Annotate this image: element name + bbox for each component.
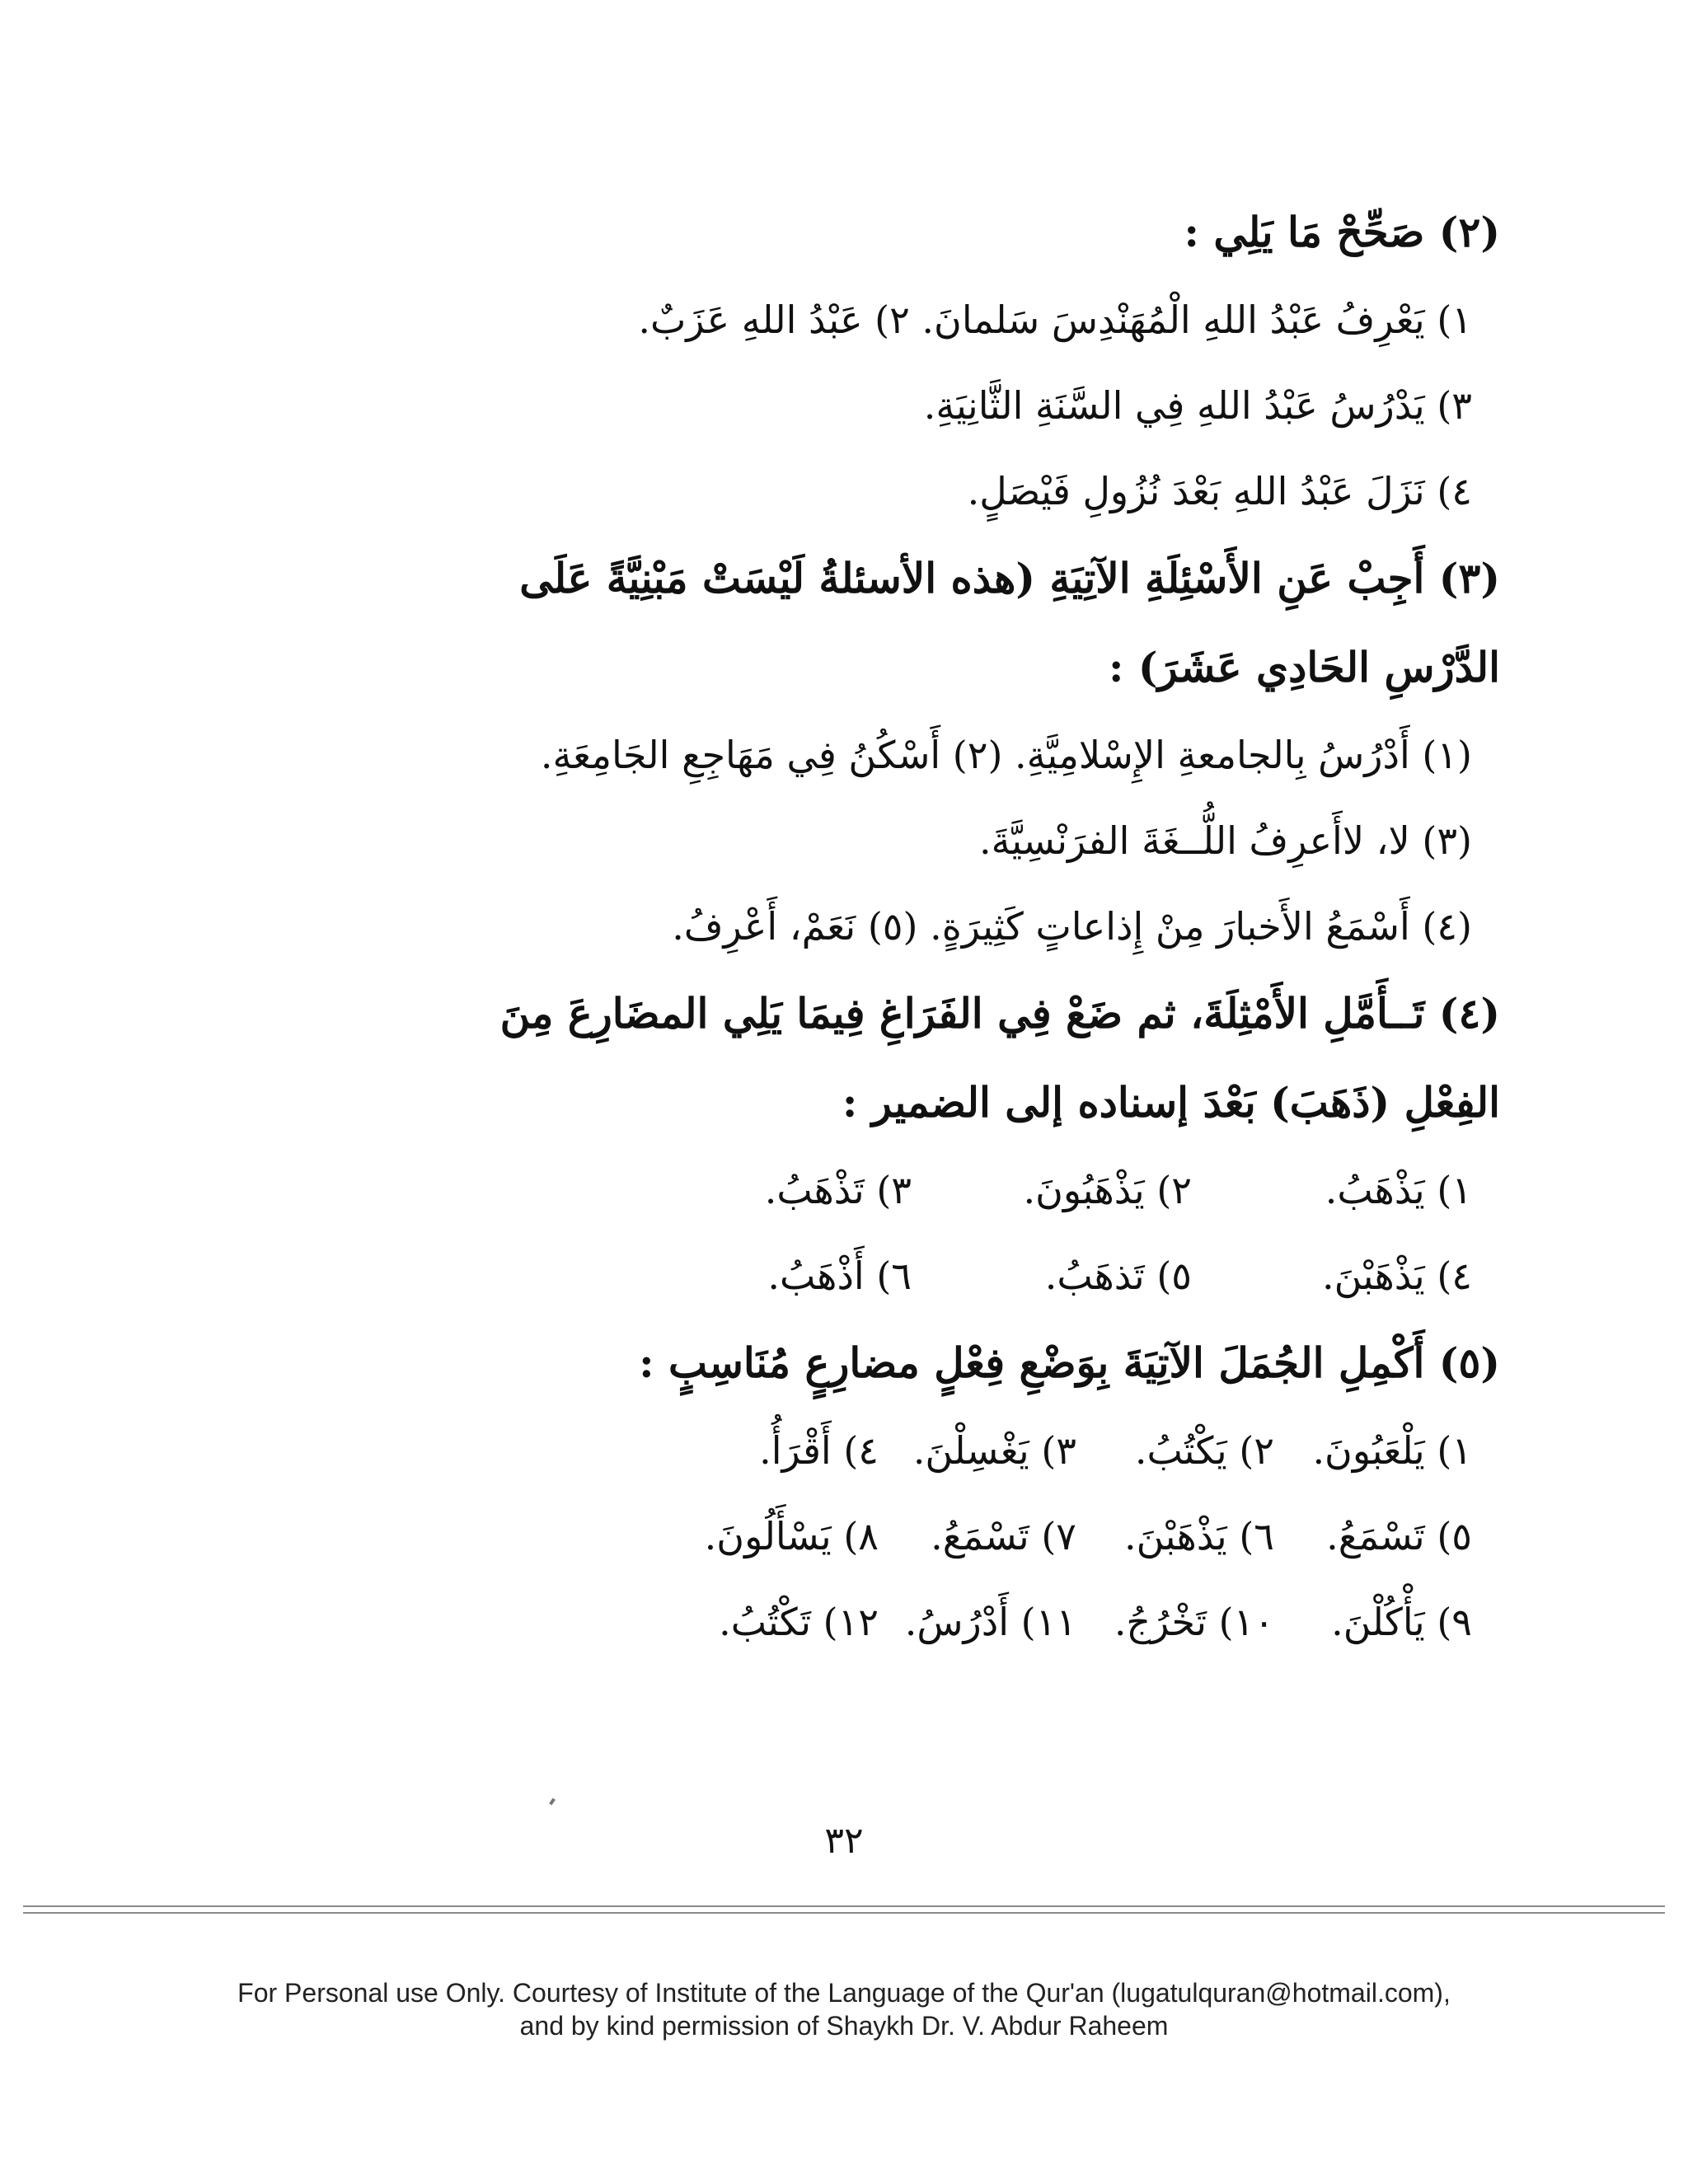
exercise-4-items (396, 1147, 1472, 1319)
exercise-5-item-1: ١) يَلْعَبُونَ. (1312, 1428, 1472, 1473)
footer-divider-bottom (23, 1912, 1665, 1914)
exercise-5-item-8: ٨) يَسْأَلُونَ. (704, 1514, 879, 1558)
exercise-5-item-2: ٢) يَكْتُبُ. (1134, 1428, 1274, 1473)
exercise-4 (396, 969, 1500, 1319)
footer-credit (0, 1976, 1688, 2042)
exercise-5-items (396, 1408, 1472, 1665)
exercise-4-title: (٤) تَــأَمَّلِ الأَمْثِلَةَ، ثم ضَعْ فِي الفَرَاغِ فِيمَا يَلِي المضَارِعَ مِنَ الفِعْلِ (ذَهَبَ) بَعْدَ إسناده إلى الضمير : (499, 989, 1500, 1127)
exercise-4-item-4: ٤) يَذْهَبْنَ. (1321, 1254, 1472, 1298)
exercise-2-line-1: ١) يَعْرِفُ عَبْدُ اللهِ الْمُهَنْدِسَ سَلمانَ. ٢) عَبْدُ اللهِ عَزَبٌ. (638, 298, 1472, 342)
exercise-5-item-5: ٥) تَسْمَعُ. (1326, 1514, 1472, 1558)
exercise-3-title: (٣) أَجِبْ عَنِ الأَسْئِلَةِ الآتِيَةِ (هذه الأسئلةُ لَيْسَتْ مَبْنِيَّةً عَلَى الدَّرْسِ الحَادِي عَشَرَ) : (519, 554, 1500, 691)
exercise-2-line-2: ٣) يَدْرُسُ عَبْدُ اللهِ فِي السَّنَةِ الثَّانِيَةِ. (923, 383, 1472, 428)
exercise-4-item-6: ٦) أَذْهَبُ. (767, 1254, 912, 1298)
exercise-5-item-12: ١٢) تَكْتُبُ. (719, 1600, 879, 1644)
exercise-4-item-1: ١) يَذْهَبُ. (1325, 1168, 1472, 1212)
footer-divider-top (23, 1905, 1665, 1907)
exercise-5-item-10: ١٠) تَخْرُجُ. (1114, 1600, 1274, 1644)
exercise-5-item-4: ٤) أَقْرَأُ. (759, 1428, 879, 1473)
exercise-4-item-5: ٥) تَذهَبُ. (1044, 1254, 1192, 1298)
exercise-2-line-3: ٤) نَزَلَ عَبْدُ اللهِ بَعْدَ نُزُولِ فَيْصَلٍ. (967, 469, 1472, 513)
footer-line-1: For Personal use Only. Courtesy of Institute of the Language of the Qur'an (lugatulquran@hotmail.com), (237, 1978, 1451, 2008)
exercise-5-item-11: ١١) أَدْرُسُ. (904, 1600, 1076, 1644)
exercise-5 (396, 1319, 1500, 1665)
exercise-3-line-1: (١) أَدْرُسُ بِالجامعةِ الإِسْلامِيَّةِ. (٢) أَسْكُنُ فِي مَهَاجِعِ الجَامِعَةِ. (540, 733, 1472, 777)
exercise-5-item-6: ٦) يَذْهَبْنَ. (1123, 1514, 1274, 1558)
exercise-3-line-2: (٣) لا، لاأَعرِفُ اللُّــغَةَ الفرَنْسِيَّةَ. (979, 818, 1472, 863)
exercise-content (396, 188, 1500, 1665)
scan-speck (549, 1798, 556, 1806)
exercise-5-title: (٥) أَكْمِلِ الجُمَلَ الآتِيَةَ بِوَضْعِ فِعْلٍ مضارِعٍ مُنَاسِبٍ : (639, 1338, 1500, 1387)
exercise-5-item-9: ٩) يَأْكُلْنَ. (1331, 1600, 1472, 1644)
exercise-4-item-3: ٣) تَذْهَبُ. (764, 1168, 912, 1212)
exercise-5-item-3: ٣) يَغْسِلْنَ. (912, 1428, 1076, 1473)
footer-line-2: and by kind permission of Shaykh Dr. V. Abdur Raheem (519, 2011, 1169, 2041)
page-number: ٣٢ (824, 1820, 864, 1862)
exercise-2-title: (٢) صَحِّحْ مَا يَلِي : (1184, 208, 1500, 256)
exercise-2 (396, 188, 1500, 534)
exercise-4-item-2: ٢) يَذْهَبُونَ. (1023, 1168, 1192, 1212)
exercise-3-line-3: (٤) أَسْمَعُ الأَخبارَ مِنْ إِذاعاتٍ كَثِيرَةٍ. (٥) نَعَمْ، أَعْرِفُ. (672, 904, 1472, 949)
exercise-5-item-7: ٧) تَسْمَعُ. (931, 1514, 1076, 1558)
exercise-3 (396, 534, 1500, 969)
